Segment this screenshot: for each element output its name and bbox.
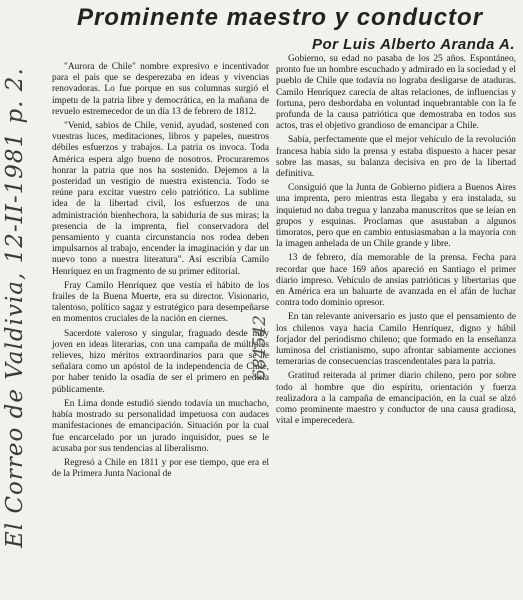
paragraph: Fray Camilo Henríquez que vestía el hábito de los frailes de la Buena Muerte, era su director. Visionario, talentoso, político sagaz y estratégico para desempeñarse en momentos cruciales de la nación en ciernes. [52, 280, 269, 325]
paragraph: En Lima donde estudió siendo todavía un muchacho, había mostrado su personalidad impetuosa con audaces manifestaciones de emancipación. Situación por la cual fue encarcelado por un jurado inquisidor, pues se le acusaba por sus tendencias al liberalismo. [52, 398, 269, 454]
handwritten-catalog-number: 684542 [250, 315, 270, 380]
paragraph: Regresó a Chile en 1811 y por ese tiempo, que era el de la Primera Junta Nacional de [52, 457, 269, 480]
article-title: Prominente maestro y conductor [76, 4, 484, 31]
paragraph: 13 de febrero, día memorable de la prensa. Fecha para recordar que hace 169 años apareció en Santiago el primer diario impreso. Vehículo de ansias patrióticas y libertarias que en América era un baluarte de avanzada en el afán de luchar contra todo dominio opresor. [276, 253, 516, 309]
paragraph: "Venid, sabios de Chile, venid, ayudad, sostened con vuestras luces, meditaciones, libros y papeles, nuestros débiles esfuerzos y trabajos. La patria os invoca. Toda América espera algo bueno de nosotros. Procuraremos honrar la patria que nos ha sostenido. Dejemos a la posteridad un vestigio de nuestra existencia. Todo se reúne para excitar vuestro celo patriótico. La sublime idea de la libertad civil, los esfuerzos de una administración bienhechora, la sabiduría de sus miras; la presencia de la imprenta, fiel conservadora del pensamiento y cuanta circunstancia nos rodea deben impulsarnos al trabajo, encender la imaginación y dar un nuevo tono a nuestra literatura". Así escribía Camilo Henríquez en un fragmento de su primer editorial. [52, 121, 269, 277]
handwritten-source-note: El Correo de Valdivia, 12-II-1981 p. 2. [2, 67, 28, 548]
paragraph: Gratitud reiterada al primer diario chileno, pero por sobre todo al hombre que dio espíritu, orientación y fuerza realizadora a la campaña de emancipación, en la cual se alzó como prominente maestro y conductor de una causa gradiosa, vital e imperecedera. [276, 371, 516, 427]
article-right-column [276, 54, 516, 431]
paragraph: Sacerdote valeroso y singular, fraguado desde muy joven en ideas literarias, con una campaña de múltiples relieves, hizo méritos extraordinarios para que se le señalara como un apóstol de la independencia de Chile, por haber tenido la osadía de ser el primero en pedirla públicamente. [52, 328, 269, 395]
paragraph: En tan relevante aniversario es justo que el pensamiento de los chilenos vaya hacia Camilo Henríquez, digno y hábil forjador del periodismo chileno; que formado en la enseñanza luminosa del cristianismo, supo afrontar sabiamente acciones temerarias de consecuencias trascendentales para la patria. [276, 312, 516, 368]
paragraph: Sabía, perfectamente que el mejor vehículo de la revolución francesa había sido la prensa y estaba dispuesto a hacer pesar sobre las masas, su balanza decisiva en pro de la libertad definitiva. [276, 135, 516, 180]
article-left-column [52, 62, 269, 483]
article-byline: Por Luis Alberto Aranda A. [311, 36, 515, 53]
paragraph: Consiguió que la Junta de Gobierno pidiera a Buenos Aires una imprenta, pero mientras esta llegaba y era instalada, su inquietud no daba tregua y lanzaba manuscritos que se leían en grupos y esquinas. Proclamas que asustaban a algunos timoratos, pero que en cambio entusiasmaban a la mayoría con la imagen anhelada de un Chile grande y libre. [276, 183, 516, 250]
paragraph: "Aurora de Chile" nombre expresivo e incentivador para el país que se desperezaba en ideas y vivencias renovadoras. Lo fue porque en sus columnas surgió el ímpetu de la patria libre y democrática, en la mañana de revuelo estremecedor de un día 13 de febrero de 1812. [52, 62, 269, 117]
paragraph: Gobierno, su edad no pasaba de los 25 años. Espontáneo, pronto fue un hombre escuchado y admirado en la sociedad y el pueblo de Chile que todavía no lograba desligarse de ataduras. Camilo Henríquez carecía de altas relaciones, de influencias y fortuna, pero desbordaba en voluntad inquebrantable con la fe profunda de la causa patriótica que demostraba en todos sus actos, tras el objetivo grandioso de emancipar a Chile. [276, 54, 516, 132]
